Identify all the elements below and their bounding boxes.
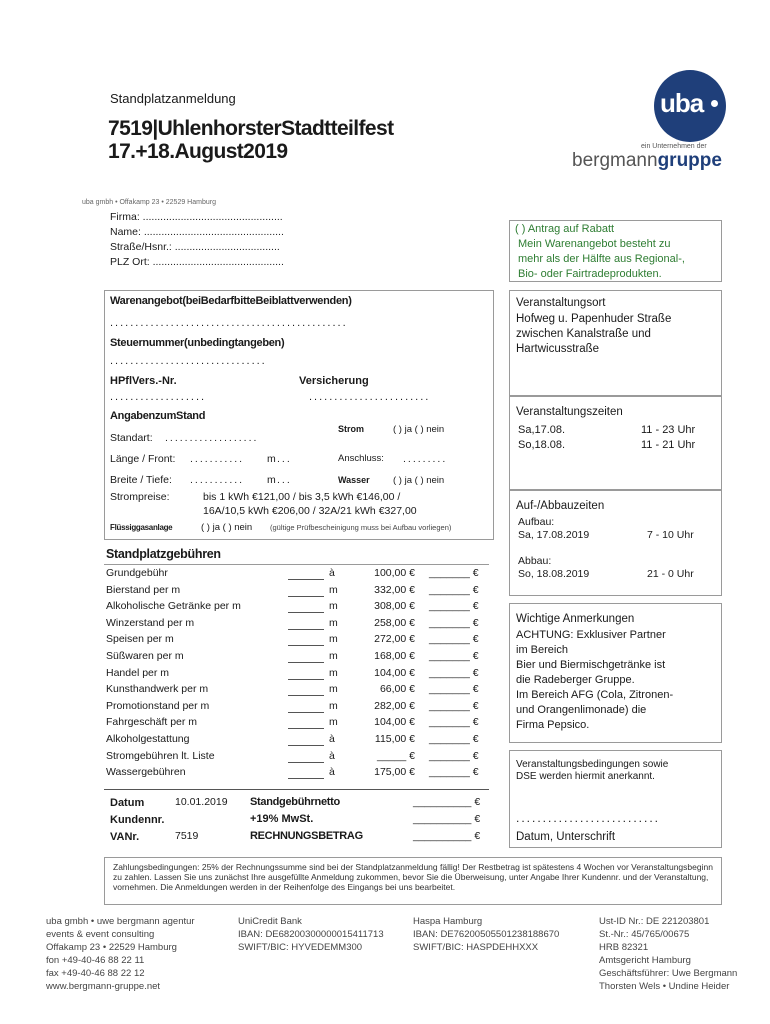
fee-price: 308,00 €	[374, 600, 415, 613]
payment-text: Zahlungsbedingungen: 25% der Rechnungssumme sind bei der Standplatzanmeldung fällig! Der Restbetrag ist spätestens 4 Wochen vor Veranstaltungsbeginn zu zahlen. Lassen Sie uns zunächst Ihre ausgefüllte Anmeldung zukommen, bevor Sie die Überweisung, unter Angabe Ihrer Kundennr. und der Veranstaltung, vornehmen. Die Anmeldungen werden in der Reihenfolge des Eingangs bei uns bearbeitet.	[113, 862, 713, 892]
fee-unit: m	[329, 633, 338, 646]
fluessiggas-options[interactable]: ( ) ja ( ) nein	[201, 522, 253, 533]
wasser-options[interactable]: ( ) ja ( ) nein	[393, 475, 445, 486]
fee-label: Promotionstand per m	[106, 699, 210, 712]
fee-qty-blank[interactable]	[288, 762, 324, 763]
payment-box	[104, 857, 722, 905]
fee-label: Handel per m	[106, 666, 170, 679]
uba-logo	[654, 70, 726, 142]
fee-price: _____ €	[377, 749, 415, 762]
versicherung-field[interactable]: ........................	[309, 391, 431, 403]
fee-label: Bierstand per m	[106, 583, 181, 596]
hinweise-line: Im Bereich AFG (Cola, Zitronen-	[516, 689, 674, 701]
fee-row	[104, 584, 489, 601]
vanr-label: VANr.	[110, 831, 140, 843]
fee-row	[104, 733, 489, 750]
fee-unit: m	[329, 583, 338, 596]
zeiten-day-2: So,18.08.	[518, 439, 566, 451]
event-title: 7519|UhlenhorsterStadtteilfest	[108, 117, 394, 140]
fee-label: Fahrgeschäft per m	[106, 716, 198, 729]
zeiten-time-1: 11 - 23 Uhr	[641, 424, 696, 436]
footer-line: Haspa Hamburg	[413, 916, 483, 927]
betrag-label: RECHNUNGSBETRAG	[250, 830, 363, 842]
fees-section	[104, 545, 494, 790]
group-name-light: bergmann	[572, 150, 658, 171]
fee-price: 282,00 €	[374, 699, 415, 712]
sender-line: uba gmbh • Offakamp 23 • 22529 Hamburg	[82, 199, 216, 206]
veranstaltungsort-box	[509, 290, 722, 396]
logo-dot-icon	[711, 100, 718, 107]
hinweise-title: Wichtige Anmerkungen	[516, 613, 635, 625]
fee-total[interactable]: _______ €	[429, 716, 479, 729]
bedingungen-line-1: Veranstaltungsbedingungen sowie	[516, 759, 669, 770]
firma-field[interactable]: Firma: ................................................	[110, 211, 283, 223]
fee-unit: m	[329, 650, 338, 662]
rabatt-box	[509, 220, 722, 282]
hinweise-line: im Bereich	[516, 644, 568, 656]
ort-title: Veranstaltungsort	[516, 297, 606, 309]
breite-field[interactable]: ...........	[190, 474, 245, 486]
fee-label: Stromgebühren lt. Liste	[106, 749, 215, 762]
abbau-time: 21 - 0 Uhr	[647, 568, 694, 580]
ort-line-1: Hofweg u. Papenhuder Straße	[516, 313, 672, 325]
footer-line: fon +49-40-46 88 22 11	[46, 955, 145, 966]
mwst-field[interactable]: __________ €	[413, 813, 481, 825]
rabatt-text-3: Bio- oder Fairtradeprodukten.	[518, 268, 662, 280]
plz-ort-field[interactable]: PLZ Ort: .............................................	[110, 256, 284, 268]
logo-subtitle: ein Unternehmen der	[641, 143, 707, 150]
fee-unit: à	[329, 567, 335, 579]
strompreise-line-1: bis 1 kWh €121,00 / bis 3,5 kWh €146,00 /	[203, 491, 401, 503]
vanr-value: 7519	[175, 830, 199, 842]
fee-price: 168,00 €	[374, 650, 415, 662]
steuernummer-label: Steuernummer(unbedingtangeben)	[110, 337, 285, 349]
angaben-label: AngabenzumStand	[110, 410, 206, 422]
fee-qty-blank[interactable]	[288, 695, 324, 696]
fee-price: 332,00 €	[374, 583, 415, 596]
fee-qty-blank[interactable]	[288, 645, 324, 646]
signature-label: Datum, Unterschrift	[516, 831, 616, 843]
group-name-bold: gruppe	[657, 150, 722, 171]
footer-bank-2	[413, 915, 559, 954]
fee-unit: m	[329, 716, 338, 729]
hinweise-line: Bier und Biermischgetränke ist	[516, 659, 666, 671]
fee-row	[104, 766, 489, 783]
footer-line: SWIFT/BIC: HYVEDEMM300	[238, 942, 363, 953]
fee-price: 100,00 €	[374, 567, 415, 579]
fee-row	[104, 750, 489, 767]
fee-label: Süßwaren per m	[106, 650, 184, 662]
warenangebot-field[interactable]: ...............................................	[110, 317, 348, 329]
hinweise-line: Firma Pepsico.	[516, 719, 590, 731]
hinweise-box	[509, 603, 722, 743]
fee-row	[104, 667, 489, 684]
footer-line: IBAN: DE68200300000015411713	[238, 929, 384, 940]
laenge-unit: m	[267, 453, 276, 465]
footer-bank-1	[238, 915, 384, 954]
strom-label: Strom	[338, 424, 365, 434]
fee-total[interactable]: _______ €	[429, 600, 479, 613]
fee-total[interactable]: _______ €	[429, 583, 479, 596]
strom-options[interactable]: ( ) ja ( ) nein	[393, 424, 445, 435]
laenge-field[interactable]: ...........	[190, 453, 245, 465]
footer-line: UniCredit Bank	[238, 916, 302, 927]
warenangebot-label: Warenangebot(beiBedarfbitteBeiblattverwenden)	[110, 295, 352, 307]
fee-total[interactable]: _______ €	[429, 683, 479, 696]
group-name	[572, 150, 722, 172]
netto-field[interactable]: __________ €	[413, 796, 481, 808]
footer-line: events & event consulting	[46, 929, 155, 940]
fee-row	[104, 683, 489, 700]
fee-row	[104, 617, 489, 634]
footer-line: SWIFT/BIC: HASPDEHHXXX	[413, 942, 539, 953]
name-field[interactable]: Name: ................................................	[110, 226, 284, 238]
aufbau-box	[509, 490, 722, 596]
hpfl-label: HPflVers.-Nr.	[110, 375, 177, 387]
versicherung-label: Versicherung	[299, 375, 369, 387]
fluessiggas-note: (gültige Prüfbescheinigung muss bei Aufbau vorliegen)	[270, 523, 452, 532]
fee-unit: à	[329, 766, 335, 779]
fee-qty-blank[interactable]	[288, 629, 324, 630]
footer-line: fax +49-40-46 88 22 12	[46, 968, 145, 979]
fee-qty-blank[interactable]	[288, 778, 324, 779]
breite-label: Breite / Tiefe:	[110, 474, 172, 486]
rabatt-text-2: mehr als der Hälfte aus Regional-,	[518, 253, 685, 265]
bedingungen-line-2: DSE werden hiermit anerkannt.	[516, 771, 655, 782]
hinweise-line: und Orangenlimonade) die	[516, 704, 647, 716]
footer-line: uba gmbh • uwe bergmann agentur	[46, 916, 195, 927]
footer-company	[46, 915, 195, 993]
zeiten-day-1: Sa,17.08.	[518, 424, 566, 436]
fee-qty-blank[interactable]	[288, 596, 324, 597]
footer-line: www.bergmann-gruppe.net	[46, 981, 161, 992]
fee-row	[104, 650, 489, 667]
fee-price: 115,00 €	[374, 733, 415, 745]
aufbau-time: 7 - 10 Uhr	[647, 529, 694, 541]
fee-row	[104, 700, 489, 717]
fee-unit: m	[329, 600, 338, 613]
ort-line-2: zwischen Kanalstraße und	[516, 328, 651, 340]
fee-label: Grundgebühr	[106, 567, 168, 579]
footer-line: Ust-ID Nr.: DE 221203801	[599, 916, 710, 927]
fee-label: Speisen per m	[106, 633, 174, 646]
footer-line: Offakamp 23 • 22529 Hamburg	[46, 942, 177, 953]
fee-row	[104, 600, 489, 617]
fees-divider	[104, 564, 489, 565]
footer-line: IBAN: DE76200505501238188670	[413, 929, 560, 940]
laenge-trail: ...	[277, 453, 292, 465]
hinweise-line: die Radeberger Gruppe.	[516, 674, 635, 686]
breite-trail: ...	[277, 474, 292, 486]
aufbau-label: Aufbau:	[518, 516, 555, 528]
zeiten-title: Veranstaltungszeiten	[516, 406, 623, 418]
fee-row	[104, 567, 489, 584]
anschluss-field[interactable]: .........	[403, 453, 448, 465]
rabatt-checkbox[interactable]: ( ) Antrag auf Rabatt	[515, 223, 615, 235]
fee-total[interactable]: _______ €	[429, 666, 479, 679]
fee-total[interactable]: _______ €	[429, 699, 479, 712]
steuernummer-field[interactable]: ...............................	[110, 355, 267, 367]
mwst-label: +19% MwSt.	[250, 813, 314, 825]
strompreise-label: Strompreise:	[110, 491, 170, 503]
aufbau-date: Sa, 17.08.2019	[518, 529, 590, 541]
fee-label: Alkoholgestattung	[106, 733, 190, 745]
datum-label: Datum	[110, 797, 145, 809]
abbau-label: Abbau:	[518, 555, 552, 567]
breite-unit: m	[267, 474, 276, 486]
rabatt-text-1: Mein Warenangebot besteht zu	[518, 238, 671, 250]
uba-logo-text: uba	[660, 88, 704, 118]
fee-unit: à	[329, 733, 335, 745]
footer-line: HRB 82321	[599, 942, 649, 953]
kundennr-label: Kundennr.	[110, 814, 165, 826]
fee-total[interactable]: _______ €	[429, 616, 479, 629]
fees-bottom-rule	[104, 789, 489, 790]
fee-unit: m	[329, 683, 338, 696]
betrag-field[interactable]: __________ €	[413, 830, 481, 842]
fee-price: 175,00 €	[374, 766, 415, 779]
fee-unit: m	[329, 699, 338, 712]
fee-qty-blank[interactable]	[288, 612, 324, 613]
fee-total[interactable]: _______ €	[429, 733, 479, 745]
hinweise-line: ACHTUNG: Exklusiver Partner	[516, 629, 666, 641]
fee-qty-blank[interactable]	[288, 728, 324, 729]
fee-price: 272,00 €	[374, 633, 415, 646]
hpfl-field[interactable]: ...................	[110, 391, 207, 403]
strompreise-line-2: 16A/10,5 kWh €206,00 / 32A/21 kWh €327,00	[203, 505, 417, 517]
fee-price: 66,00 €	[379, 683, 415, 696]
standart-label: Standart:	[110, 432, 153, 444]
fee-label: Alkoholische Getränke per m	[106, 600, 241, 613]
fee-price: 258,00 €	[374, 616, 415, 629]
standart-field[interactable]: ...................	[165, 432, 259, 444]
aufbau-title: Auf-/Abbauzeiten	[516, 500, 605, 512]
fee-qty-blank[interactable]	[288, 679, 324, 680]
fee-row	[104, 633, 489, 650]
zeiten-box	[509, 396, 722, 490]
fee-total[interactable]: _______ €	[429, 633, 479, 646]
fees-title: Standplatzgebühren	[106, 547, 221, 561]
fee-total[interactable]: _______ €	[429, 749, 479, 762]
fee-unit: m	[329, 616, 338, 629]
anschluss-label: Anschluss:	[338, 453, 384, 464]
fee-label: Wassergebühren	[106, 766, 186, 779]
fee-unit: à	[329, 749, 335, 762]
fee-qty-blank[interactable]	[288, 662, 324, 663]
fee-label: Kunsthandwerk per m	[106, 683, 209, 696]
fee-row	[104, 716, 489, 733]
fee-price: 104,00 €	[374, 666, 415, 679]
laenge-label: Länge / Front:	[110, 453, 176, 465]
abbau-date: So, 18.08.2019	[518, 568, 590, 580]
netto-label: Standgebührnetto	[250, 796, 340, 808]
signature-field[interactable]: ...........................	[516, 811, 661, 825]
footer-legal	[599, 915, 737, 993]
fee-price: 104,00 €	[374, 716, 415, 729]
footer-line: Geschäftsführer: Uwe Bergmann	[599, 968, 738, 979]
fee-unit: m	[329, 666, 338, 679]
fee-total[interactable]: _______ €	[429, 650, 479, 662]
footer-line: St.-Nr.: 45/765/00675	[599, 929, 690, 940]
fee-total[interactable]: _______ €	[429, 766, 479, 779]
zeiten-time-2: 11 - 21 Uhr	[641, 439, 696, 451]
bedingungen-box	[509, 750, 722, 848]
fluessiggas-label: Flüssiggasanlage	[110, 523, 173, 532]
fee-qty-blank[interactable]	[288, 712, 324, 713]
footer-line: Thorsten Wels • Undine Heider	[599, 981, 730, 992]
fee-qty-blank[interactable]	[288, 745, 324, 746]
strasse-field[interactable]: Straße/Hsnr.: ....................................	[110, 241, 280, 253]
ort-line-3: Hartwicusstraße	[516, 343, 600, 355]
fee-total[interactable]: _______ €	[429, 567, 479, 579]
footer-line: Amtsgericht Hamburg	[599, 955, 691, 966]
datum-value[interactable]: 10.01.2019	[175, 796, 228, 808]
stand-details-box	[104, 290, 494, 540]
wasser-label: Wasser	[338, 475, 370, 485]
event-dates: 17.+18.August2019	[108, 140, 288, 163]
form-title: Standplatzanmeldung	[110, 91, 236, 106]
fee-qty-blank[interactable]	[288, 579, 324, 580]
fee-label: Winzerstand per m	[106, 616, 195, 629]
